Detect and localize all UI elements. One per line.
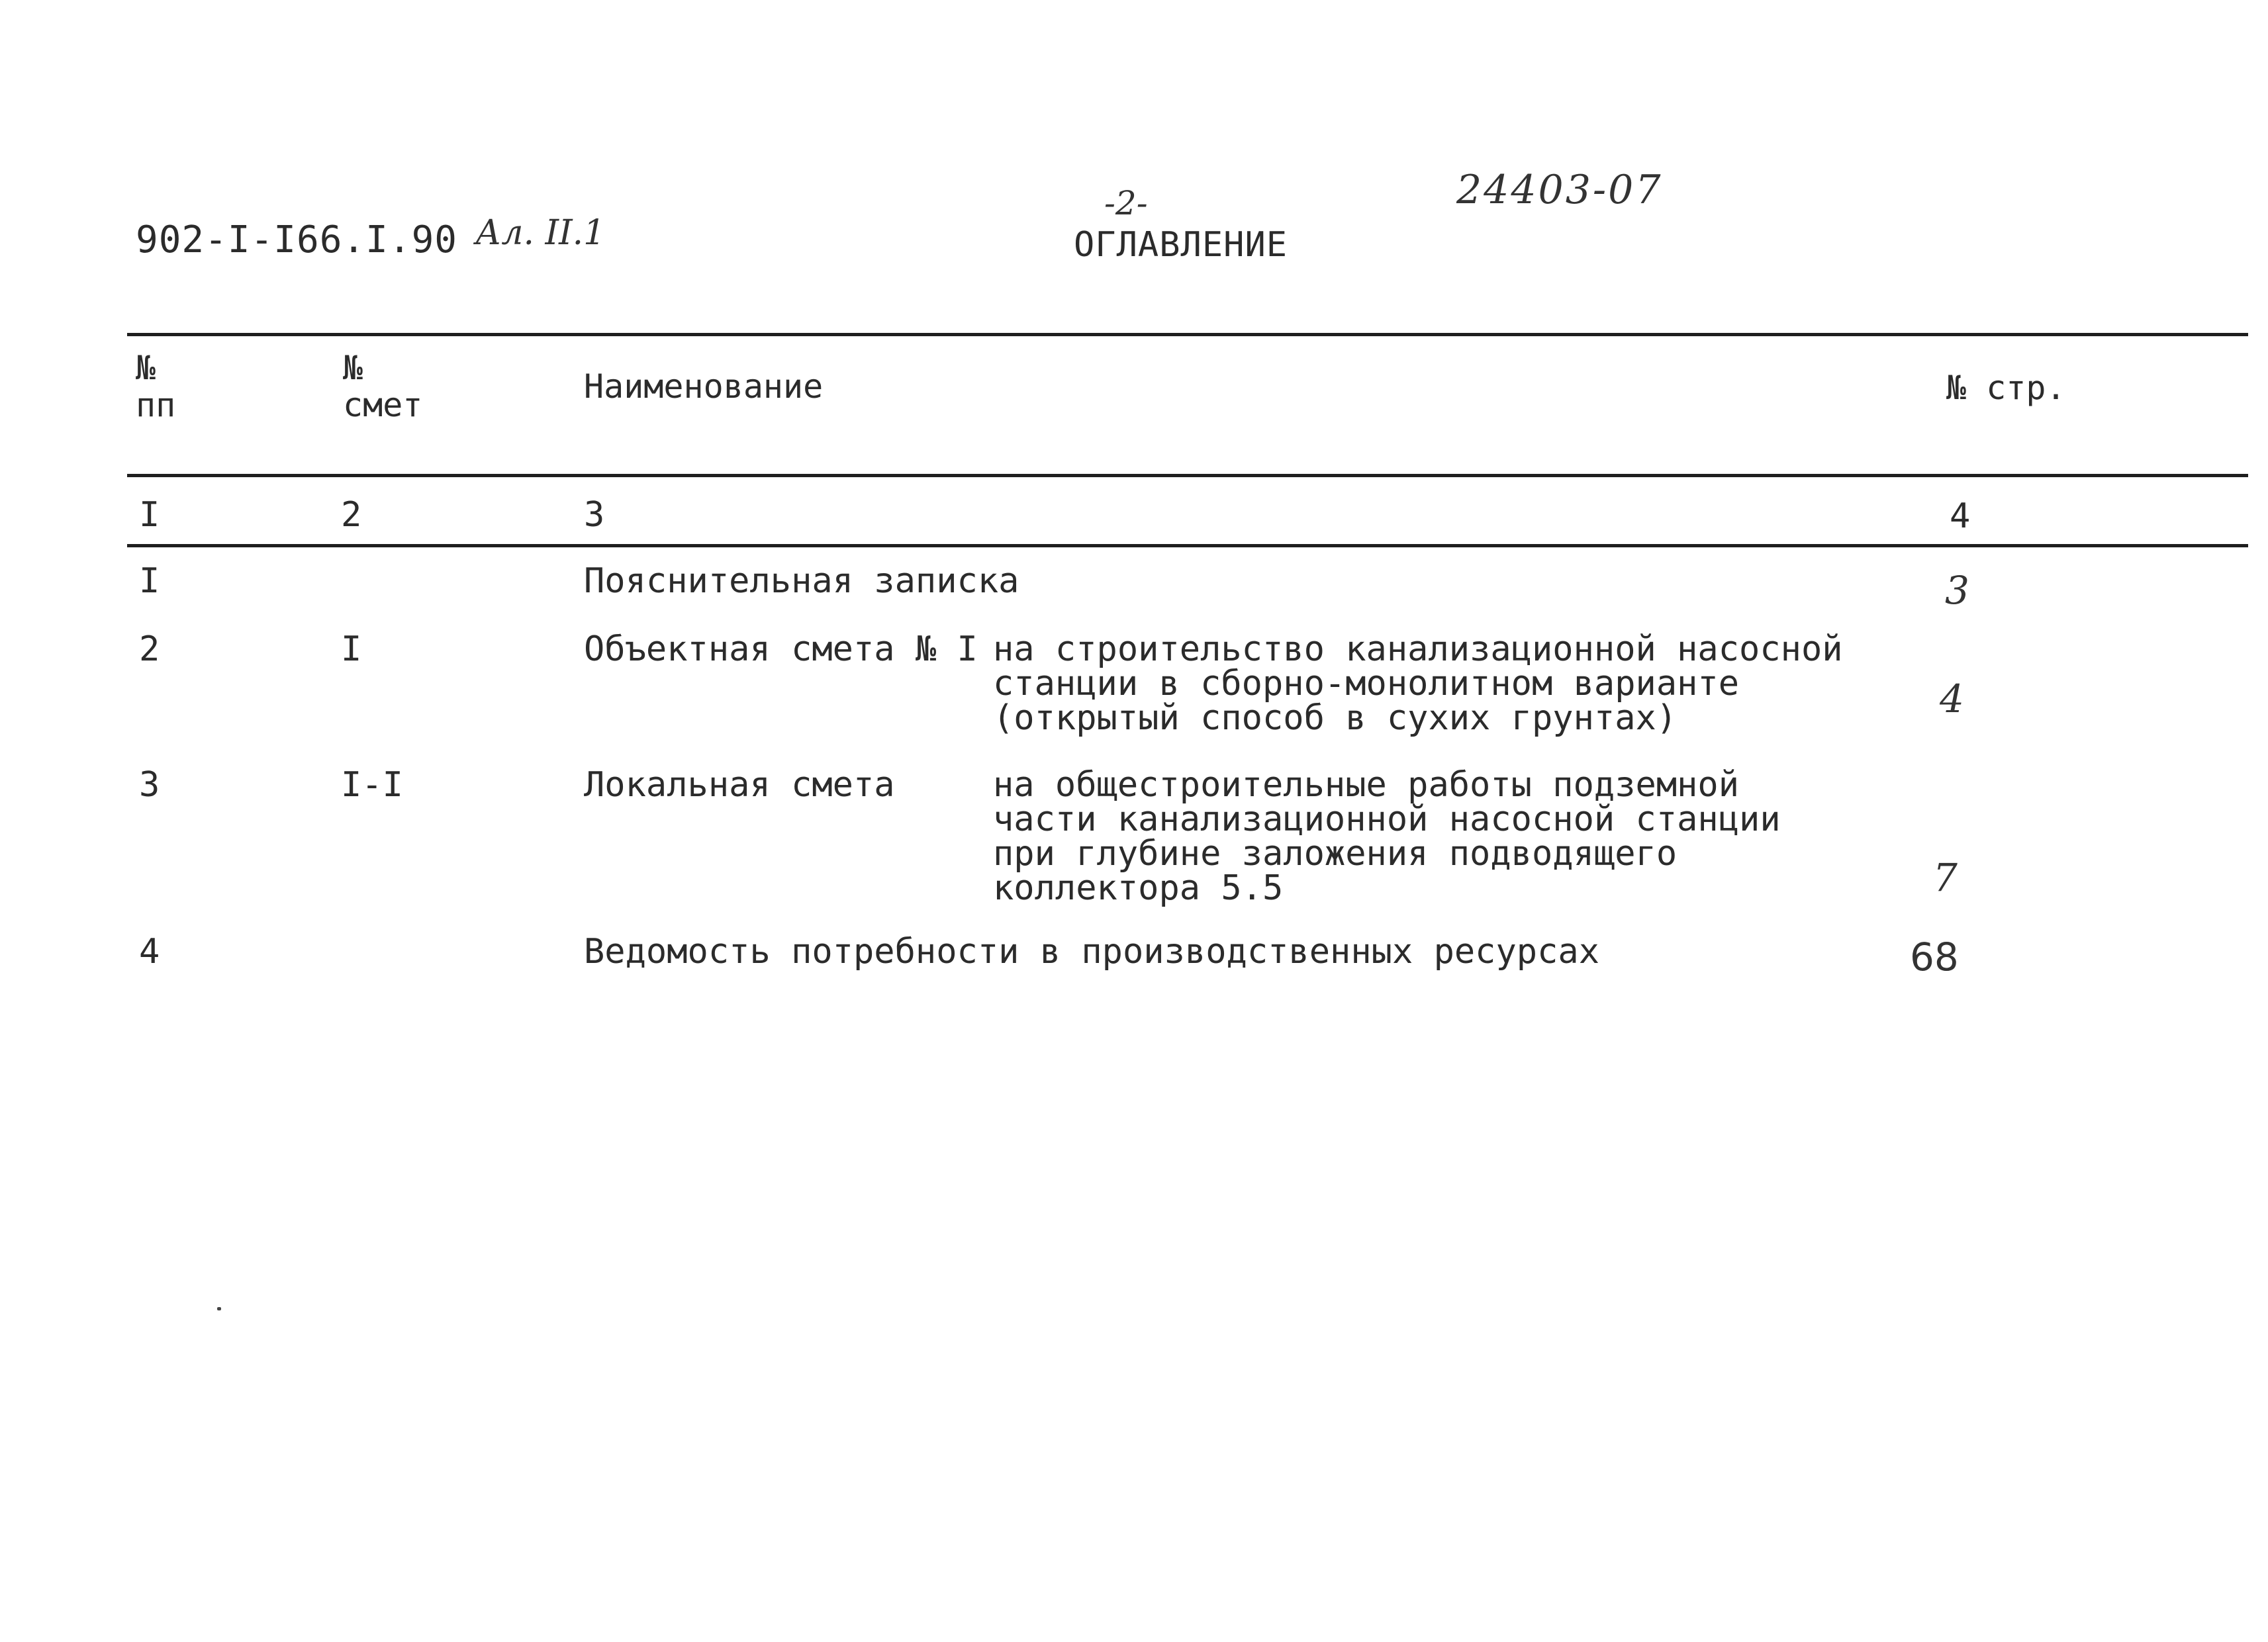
row-name: Объектная смета № I [584, 629, 978, 669]
scan-speck [217, 1307, 221, 1310]
row-page: 4 [1940, 676, 1964, 721]
column-header-item-number: № пп [136, 349, 176, 424]
row-number: 3 [139, 765, 160, 805]
row-detail: на общестроительные работы подземной части канализационной насосной станции при глубине заложения подводящего коллектора 5.5 [993, 765, 1781, 908]
row-page: 68 [1910, 935, 1959, 980]
row-detail: на строительство канализационной насосной станции в сборно-монолитном варианте (открытый способ в сухих грунтах) [993, 629, 1843, 738]
column-header-estimate-number: № смет [343, 349, 423, 424]
column-header-name: Наименование [584, 367, 824, 406]
column-number: 2 [341, 495, 362, 535]
row-estimate: I-I [341, 765, 403, 805]
row-name: Ведомость потребности в производственных ресурсах [584, 932, 1600, 972]
column-number: 3 [584, 495, 605, 535]
row-name: Локальная смета [584, 765, 895, 805]
document-code: 902-I-I66.I.90 [136, 218, 458, 261]
row-number: I [139, 561, 160, 601]
column-header-page: № стр. [1946, 369, 2066, 407]
row-number: 4 [139, 932, 160, 972]
archive-number: 24403-07 [1456, 167, 1663, 213]
row-name: Пояснительная записка [584, 561, 1019, 601]
column-number: I [139, 495, 160, 535]
header-bottom-rule [127, 474, 2248, 477]
column-number: 4 [1950, 496, 1971, 536]
table-top-rule [127, 333, 2248, 336]
row-number: 2 [139, 629, 160, 669]
sheet-reference: Ал. II.1 [475, 213, 606, 253]
document-title: ОГЛАВЛЕНИЕ [1074, 225, 1288, 265]
column-numbers-rule [127, 544, 2248, 547]
page-number: -2- [1104, 184, 1148, 222]
row-estimate: I [341, 629, 362, 669]
row-page: 7 [1933, 855, 1958, 900]
row-page: 3 [1945, 568, 1969, 613]
